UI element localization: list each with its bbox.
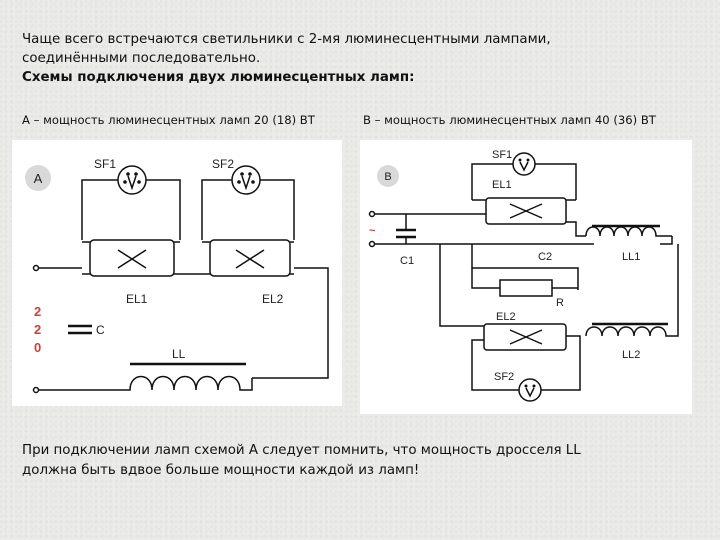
scheme-a-badge-label: A: [33, 171, 43, 186]
scheme-a-diagram: [12, 140, 342, 406]
voltage-digit-1: 2: [34, 304, 42, 319]
starter-sf2-icon: [519, 379, 541, 401]
terminal-top-icon: [34, 266, 39, 271]
lamp-el2-icon: [210, 240, 290, 276]
label-ll: LL: [172, 347, 186, 361]
intro-line-2: соединёнными последовательно.: [22, 51, 261, 66]
intro-line-1: Чаще всего встречаются светильники с 2-мя люминесцентными лампами,: [22, 32, 551, 47]
scheme-b-diagram: [360, 140, 692, 414]
label-ll2: LL2: [622, 349, 641, 361]
label-sf1: SF1: [94, 157, 117, 171]
choke-ll-icon: [122, 377, 252, 391]
label-el2: EL2: [496, 311, 516, 323]
label-el2: EL2: [262, 292, 284, 306]
schemes-heading: Схемы подключения двух люминесцентных ламп:: [22, 70, 415, 85]
terminal-bottom-icon: [34, 388, 39, 393]
footer-line-2: должна быть вдвое больше мощности каждой из ламп!: [22, 463, 420, 478]
label-c1: C1: [400, 255, 415, 267]
label-el1: EL1: [126, 292, 148, 306]
terminal-bottom-icon: [370, 242, 375, 247]
label-c: C: [96, 323, 105, 337]
caption-scheme-a: А – мощность люминесцентных ламп 20 (18) ВТ: [22, 113, 315, 127]
choke-ll1-icon: [586, 227, 672, 236]
ac-symbol: ~: [369, 225, 376, 237]
label-ll1: LL1: [622, 251, 641, 263]
label-r: R: [556, 297, 564, 309]
caption-scheme-b: В – мощность люминесцентных ламп 40 (36) ВТ: [363, 113, 656, 127]
scheme-b-badge-label: B: [384, 171, 392, 183]
label-sf1: SF1: [492, 149, 513, 161]
lamp-el1-icon: [90, 240, 174, 276]
label-c2: C2: [538, 251, 553, 263]
label-sf2: SF2: [212, 157, 235, 171]
terminal-top-icon: [370, 212, 375, 217]
footer-line-1: При подключении ламп схемой А следует помнить, что мощность дросселя LL: [22, 443, 581, 458]
voltage-digit-3: 0: [34, 340, 42, 355]
scheme-b-panel: [360, 140, 692, 414]
voltage-digit-2: 2: [34, 322, 42, 337]
label-sf2: SF2: [494, 371, 515, 383]
label-el1: EL1: [492, 179, 512, 191]
starter-sf1-icon: [513, 153, 535, 175]
footer-note: [22, 441, 581, 481]
resistor-r-icon: [500, 280, 552, 296]
scheme-a-panel: [12, 140, 342, 406]
